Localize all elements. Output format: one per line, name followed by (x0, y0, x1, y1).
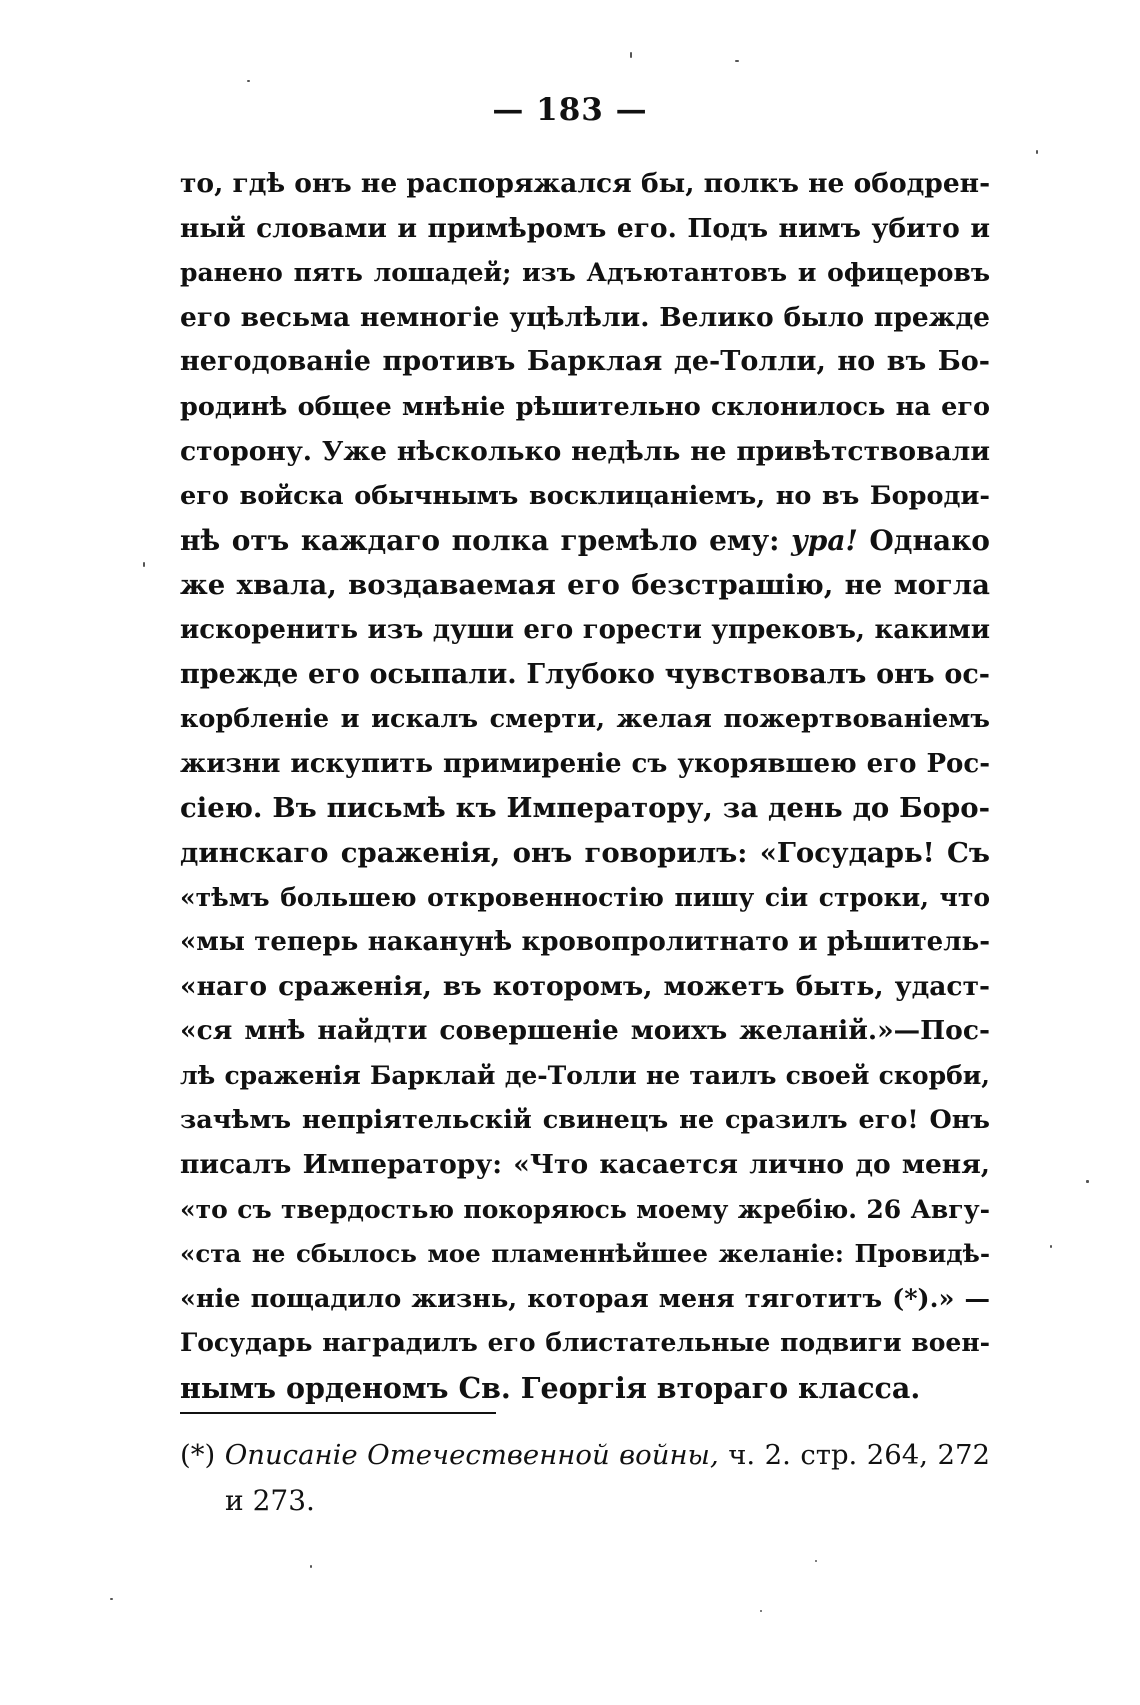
footnote-reference: ч. 2. стр. 264, 272 (728, 1439, 990, 1471)
scan-speck (735, 60, 739, 62)
text-line: же хвала, воздаваемая его безстрашію, не могла (180, 569, 990, 602)
text-line: ный словами и примѣромъ его. Подъ нимъ убито и (180, 212, 990, 244)
text-line: писалъ Императору: «Что касается лично до меня, (180, 1149, 990, 1181)
scan-speck (1086, 1180, 1089, 1183)
text-line: его войска обычнымъ восклицаніемъ, но въ Бороди- (180, 481, 990, 512)
body-text (180, 162, 990, 1411)
text-line: динскаго сраженія, онъ говорилъ: «Государь! Съ (180, 836, 990, 869)
text-line: лѣ сраженія Барклай де-Толли не таилъ своей скорби, (180, 1060, 990, 1090)
text-line: жизни искупить примиреніе съ укорявшею его Рос- (180, 748, 990, 779)
text-line: сіею. Въ письмѣ къ Императору, за день до Боро- (180, 792, 990, 825)
footnote-line: и 273. (225, 1484, 315, 1517)
scan-speck (247, 80, 250, 82)
text-line: «тѣмъ большею откровенностію пишу сіи строки, что (180, 882, 990, 912)
scan-speck (143, 562, 145, 567)
page-number: — 183 — (492, 92, 648, 128)
text-line: зачѣмъ непріятельскій свинецъ не сразилъ его! Онъ (180, 1105, 990, 1136)
scan-speck (1036, 150, 1038, 154)
scan-speck (630, 52, 632, 58)
scan-speck (1050, 1245, 1052, 1248)
scan-speck (110, 1598, 113, 1600)
text-line: родинѣ общее мнѣніе рѣшительно склонилось на его (180, 391, 990, 422)
footnote-source-title: Описаніе Отечественной войны, (224, 1439, 719, 1471)
text-line: корбленіе и искалъ смерти, желая пожертвованіемъ (180, 704, 990, 735)
footnote-marker: (*) (180, 1439, 216, 1471)
text-line: ранено пять лошадей; изъ Адъютантовъ и офицеровъ (180, 258, 990, 288)
text-line: нымъ орденомъ Св. Георгія втораго класса. (180, 1371, 921, 1406)
text-line: сторону. Уже нѣсколько недѣль не привѣтствовали (180, 435, 990, 467)
text-line: нѣ отъ каждаго полка гремѣло ему: ура! Однако (180, 523, 990, 557)
text-line: то, гдѣ онъ не распоряжался бы, полкъ не ободрен- (180, 168, 991, 199)
footnote-line (180, 1432, 990, 1478)
text-line: прежде его осыпали. Глубоко чувствовалъ онъ ос- (180, 658, 990, 690)
footnote-divider (180, 1412, 496, 1414)
scan-speck (760, 1610, 762, 1612)
text-line: «ста не сбылось мое пламеннѣйшее желаніе: Провидѣ- (180, 1239, 990, 1269)
scan-speck (815, 1560, 817, 1562)
text-line: «мы теперь наканунѣ кровопролитнато и рѣшитель- (180, 927, 990, 958)
text-line: негодованіе противъ Барклая де-Толли, но въ Бо- (180, 346, 990, 378)
footnote (180, 1432, 990, 1524)
text-line: «ніе пощадило жизнь, которая меня тяготитъ (*).» — (180, 1283, 990, 1314)
text-line: искоренить изъ души его горести упрековъ, какими (180, 614, 990, 645)
text-line: Государь наградилъ его блистательные подвиги воен- (180, 1328, 990, 1358)
text-line: «ся мнѣ найдти совершеніе моихъ желаній.»—Пос- (180, 1015, 990, 1047)
scan-speck (310, 1565, 312, 1568)
text-line: его весьма немногіе уцѣлѣли. Велико было прежде (180, 301, 990, 333)
text-line: «наго сраженія, въ которомъ, можетъ быть, удаст- (180, 970, 990, 1002)
text-line: «то съ твердостью покоряюсь моему жребію. 26 Авгу- (180, 1194, 990, 1224)
emphasis-word: ура! (791, 523, 858, 557)
